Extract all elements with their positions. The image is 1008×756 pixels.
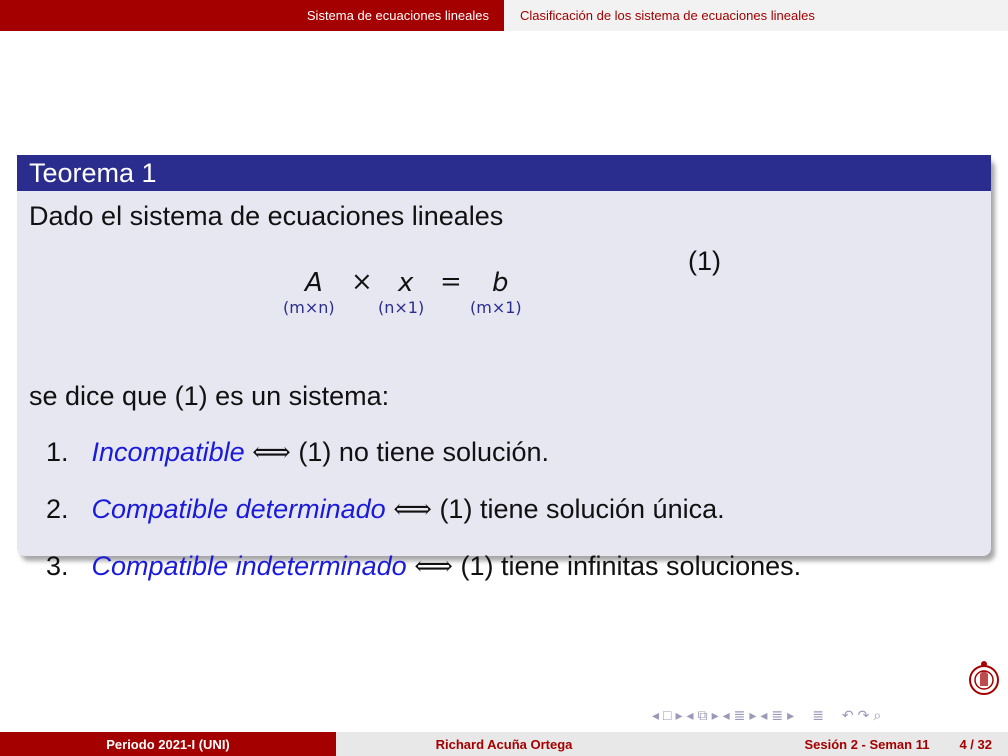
item-description: (1) tiene solución única.: [439, 494, 725, 524]
iff-symbol: ⟺: [252, 437, 291, 468]
list-item: [46, 551, 801, 582]
prev-section-icon[interactable]: ◂: [722, 707, 730, 723]
matrix-a: A: [305, 268, 323, 298]
subscript-a: (m×n): [283, 298, 335, 317]
prev-slide-icon[interactable]: ◂: [652, 707, 660, 723]
subscript-b: (m×1): [470, 298, 522, 317]
next-frame-icon[interactable]: ▸: [787, 707, 795, 723]
prev-frame-icon[interactable]: ◂: [760, 707, 768, 723]
item-number: 1.: [46, 437, 69, 467]
vector-b: b: [492, 268, 509, 298]
footer-session: Sesión 2 - Seman 11: [804, 736, 930, 752]
subsection-link[interactable]: [504, 0, 1008, 31]
frame-icon[interactable]: □: [663, 707, 672, 723]
back-icon[interactable]: ↶: [841, 707, 854, 723]
frame-list-icon[interactable]: ≣: [771, 707, 784, 723]
subsection-icon[interactable]: ⧉: [697, 707, 708, 723]
vector-x: x: [398, 268, 414, 298]
search-icon[interactable]: ⌕: [873, 707, 882, 723]
theorem-intro: Dado el sistema de ecuaciones lineales: [29, 201, 504, 231]
top-navigation-bar: [0, 0, 1008, 31]
equals-symbol: =: [440, 267, 462, 297]
iff-symbol: ⟺: [393, 494, 432, 525]
item-term: Incompatible: [91, 437, 245, 467]
equation-number: (1): [688, 246, 721, 276]
footer-author: Richard Acuña Ortega: [336, 732, 672, 756]
next-section-icon[interactable]: ▸: [749, 707, 757, 723]
theorem-title: Teorema 1: [17, 155, 991, 191]
item-description: (1) no tiene solución.: [298, 437, 550, 467]
footer-right: [672, 732, 1008, 756]
theorem-block: [17, 155, 991, 582]
section-link[interactable]: [0, 0, 504, 31]
iff-symbol: ⟺: [414, 551, 453, 582]
item-description: (1) tiene infinitas soluciones.: [460, 551, 802, 581]
university-logo: [968, 660, 1000, 698]
section-icon[interactable]: ≣: [733, 707, 746, 723]
footer-bar: [0, 732, 1008, 756]
theorem-statement: se dice que (1) es un sistema:: [29, 381, 390, 411]
times-symbol: ×: [351, 267, 373, 297]
next-subsection-icon[interactable]: ▸: [711, 707, 719, 723]
forward-icon[interactable]: ↷: [857, 707, 870, 723]
subsection-title[interactable]: Clasificación de los sistema de ecuaciones lineales: [520, 8, 815, 23]
footer-period: Periodo 2021-I (UNI): [0, 732, 336, 756]
item-number: 3.: [46, 551, 69, 581]
navigation-controls: [652, 707, 881, 727]
section-title[interactable]: Sistema de ecuaciones lineales: [306, 8, 489, 23]
align-icon[interactable]: ≣: [812, 707, 824, 723]
item-term: Compatible determinado: [91, 494, 386, 524]
list-item: [46, 494, 725, 525]
equation: [17, 251, 991, 321]
theorem-body: [17, 191, 991, 582]
item-number: 2.: [46, 494, 69, 524]
page-number: 4 / 32: [959, 736, 992, 752]
list-item: [46, 437, 549, 468]
next-slide-icon[interactable]: ▸: [675, 707, 683, 723]
item-term: Compatible indeterminado: [91, 551, 407, 581]
subscript-x: (n×1): [378, 298, 425, 317]
prev-subsection-icon[interactable]: ◂: [686, 707, 694, 723]
